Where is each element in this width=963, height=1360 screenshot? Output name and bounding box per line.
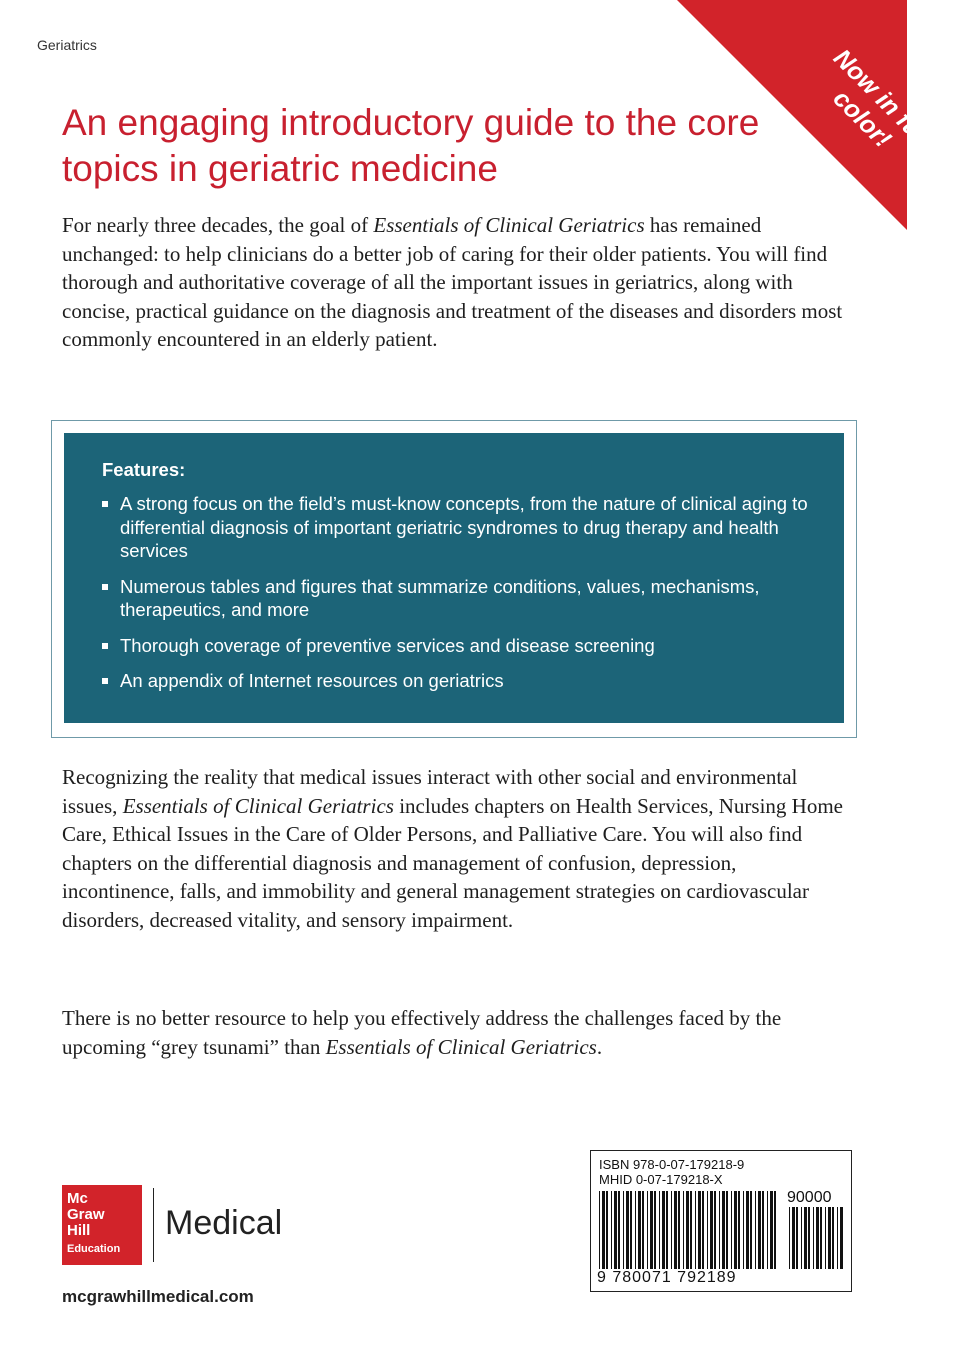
barcode-bar (808, 1207, 810, 1269)
features-title: Features: (102, 459, 186, 480)
features-box (64, 433, 844, 723)
barcode-bar (828, 1207, 831, 1269)
feature-text: An appendix of Internet resources on geriatrics (120, 670, 504, 691)
paragraph-3-before: There is no better resource to help you effectively address the challenges faced by the upcoming “grey tsunami” than (62, 1006, 782, 1059)
isbn-text: ISBN 978-0-07-179218-9 (599, 1157, 745, 1172)
barcode-bar (702, 1191, 704, 1269)
barcode-bar (813, 1207, 814, 1269)
square-bullet-icon (102, 501, 108, 507)
barcode-digits: 9 780071 792189 (597, 1269, 737, 1286)
price-barcode-graphic (789, 1207, 845, 1269)
barcode-bar (674, 1191, 677, 1269)
square-bullet-icon (102, 678, 108, 684)
barcode-bar (626, 1191, 629, 1269)
barcode-bar (832, 1207, 834, 1269)
barcode-bar (731, 1191, 732, 1269)
barcode-bar (804, 1207, 807, 1269)
barcode-bar (650, 1191, 653, 1269)
barcode-bar (746, 1191, 749, 1269)
barcode-bar (611, 1191, 612, 1269)
barcode-bar (792, 1207, 795, 1269)
barcode-bar (770, 1191, 773, 1269)
barcode-bar (767, 1191, 768, 1269)
category-label: Geriatrics (37, 37, 97, 53)
barcode-bar (722, 1191, 725, 1269)
barcode-bar (623, 1191, 624, 1269)
intro-text-before: For nearly three decades, the goal of (62, 213, 374, 237)
barcode-bar (758, 1191, 761, 1269)
barcode-bar (635, 1191, 636, 1269)
feature-text: A strong focus on the field’s must-know concepts, from the nature of clinical aging to differential diagnosis of important geriatric syndromes to drug therapy and health services (120, 493, 808, 561)
barcode-bar (734, 1191, 737, 1269)
barcode-bar (820, 1207, 822, 1269)
paragraph-3 (62, 1004, 852, 1061)
publisher-website: mcgrawhillmedical.com (62, 1287, 254, 1306)
intro-book-title: Essentials of Clinical Geriatrics (373, 213, 645, 237)
barcode-bar (606, 1191, 608, 1269)
barcode-bar (614, 1191, 617, 1269)
paragraph-2-before: Recognizing the reality that medical issues interact with other social and environmental issues, (62, 765, 798, 818)
price-code: 90000 (787, 1189, 832, 1206)
barcode-bar (599, 1191, 600, 1269)
features-list (102, 492, 814, 693)
barcode-bar (654, 1191, 656, 1269)
barcode-bar (825, 1207, 826, 1269)
barcode-bar (750, 1191, 752, 1269)
barcode-bar (686, 1191, 689, 1269)
barcode-box (590, 1150, 852, 1292)
square-bullet-icon (102, 643, 108, 649)
mhid-text: MHID 0-07-179218-X (599, 1172, 723, 1187)
barcode-bar (642, 1191, 644, 1269)
barcode-bar (774, 1191, 776, 1269)
barcode-graphic (599, 1191, 779, 1269)
feature-text: Thorough coverage of preventive services and disease screening (120, 634, 655, 656)
barcode-bar (816, 1207, 819, 1269)
paragraph-2 (62, 763, 852, 934)
logo-line-3: Hill (67, 1222, 91, 1239)
barcode-bar (602, 1191, 605, 1269)
feature-text: Numerous tables and figures that summarize conditions, values, mechanisms, therapeutics, and more (120, 575, 760, 620)
barcode-bar (738, 1191, 740, 1269)
barcode-bar (678, 1191, 680, 1269)
barcode-bar (714, 1191, 716, 1269)
headline: An engaging introductory guide to the core topics in geriatric medicine (62, 102, 760, 189)
barcode-bar (671, 1191, 672, 1269)
corner-banner-text: Now in full color! (827, 43, 938, 154)
barcode-bar (755, 1191, 756, 1269)
barcode-bar (710, 1191, 713, 1269)
barcode-bar (762, 1191, 764, 1269)
feature-item (102, 634, 814, 658)
square-bullet-icon (102, 584, 108, 590)
barcode-bar (837, 1207, 838, 1269)
intro-paragraph (62, 211, 852, 354)
barcode-bar (666, 1191, 668, 1269)
barcode-bar (662, 1191, 665, 1269)
barcode-bar (683, 1191, 684, 1269)
barcode-bar (719, 1191, 720, 1269)
barcode-bar (840, 1207, 843, 1269)
barcode-bar (618, 1191, 620, 1269)
barcode-bar (695, 1191, 696, 1269)
barcode-bar (726, 1191, 728, 1269)
barcode-bar (707, 1191, 708, 1269)
logo-line-2: Graw (67, 1206, 105, 1223)
feature-item (102, 492, 814, 563)
feature-item (102, 575, 814, 622)
barcode-bar (659, 1191, 660, 1269)
barcode-bar (630, 1191, 632, 1269)
barcode-bar (638, 1191, 641, 1269)
paragraph-3-book-title: Essentials of Clinical Geriatrics (325, 1034, 597, 1059)
barcode-bar (796, 1207, 798, 1269)
paragraph-3-after: . (596, 1034, 603, 1059)
logo-divider (153, 1188, 154, 1262)
logo-line-4: Education (67, 1243, 121, 1255)
barcode-bar (789, 1207, 790, 1269)
publisher-logo (62, 1185, 142, 1265)
barcode-bar (801, 1207, 802, 1269)
paragraph-2-book-title: Essentials of Clinical Geriatrics (122, 793, 394, 818)
barcode-bar (698, 1191, 701, 1269)
barcode-bar (647, 1191, 648, 1269)
barcode-bar (743, 1191, 744, 1269)
barcode-bar (690, 1191, 692, 1269)
intro-text-after: has remained unchanged: to help clinicians do a better job of caring for their older patients. You will find thorough and authoritative coverage of all the important issues in geriatrics, along with concise, practical guidance on the diagnosis and treatment of the diseases and disorders most commonly encountered in an elderly patient. (62, 213, 843, 351)
logo-line-1: Mc (67, 1190, 88, 1207)
imprint-name: Medical (165, 1204, 283, 1242)
paragraph-2-after: includes chapters on Health Services, Nursing Home Care, Ethical Issues in the Care of Older Persons, and Palliative Care. You will also find chapters on the differential diagnosis and management of confusion, depression, incontinence, falls, and immobility and general management strategies on cardiovascular disorders, decreased vitality, and sensory impairment. (62, 793, 843, 932)
feature-item (102, 669, 814, 693)
